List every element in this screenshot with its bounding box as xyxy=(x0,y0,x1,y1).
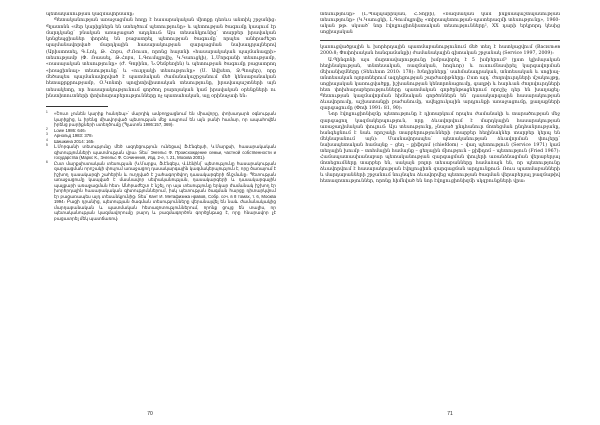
right-page xyxy=(300,0,600,425)
footnote-text: Լ.Մորգանի տեսությունը մեծ ազդեցություն ունեցավ Ֆ.Էնգելսի, Կ.Մարքսի, հասարակական գիտությունների պատմության վրա։ Տես՝ Энгельс Ф. Происхождение семьи, частной собственности и государства (Маркс К., Энгельс Ф. Сочинения, Изд. 2-е, т. 21, Москва 2001)։ xyxy=(54,144,276,161)
footnote-text: «Շուտ չունեն կարիք հանդեպ»՝ մարդիկ ամբողջացնում են միավորը, փոխադարձ օգնության կարիքից, և իրենց միավորված պետության մեջ ապրում են այն բանի համար, որ ապահովեն իրենց բարիքների ստեղծումը (Պլատոն 1986:157, 369)։ xyxy=(54,111,276,128)
left-body-text xyxy=(46,12,276,100)
footnote-number: 1 xyxy=(46,110,48,115)
right-body-paragraph: Ա.Պինգոնի այս մարտավարությունը խմբավորել է 5 խմբերում³ (ըստ կլիմայական հեղինակության, տնտեսական, ռազմական, հոգևոր) և ուսումնասիրել կարգավորման մեխանիզմները (Տեեւեստ 2010: 178)։ Խնդիրները՝ սահմանադրական, տնտեսական և սոցիալ-տնտեսական ոլորտներում ազդեցության շարժառիթները։ Ըստ այդ՝ ժողովուրդների մշակույթը, սոցիալական կառուցվածքը, իշխանության կենտրոնացումը, գաղթի և հարևան ժողովուրդների հետ փոխհարաբերությունները պատմական գործընթացներում որոշիչ դեր են խաղացել։ Պետության կազմավորման հիմնական գործոններն են՝ դասակարգային հասարակության ձևավորումը, աշխատանքի բաժանումը, ավելցուկային արդյունքի առաջացումը, քաղաքների զարգացումը (Փոփ 1991: 81, 90)։ xyxy=(320,57,560,112)
page-number-left: 70 xyxy=(147,411,153,417)
footnote-number: 5 xyxy=(46,143,48,148)
right-body-paragraph: կառուցվածքային և խորհրդային պատմաբանությունում մեծ տեղ է հատկացվում (Васильев 2000:8; Փոփոխական հանգամանքի) ժամանակային գիտական շրջանակ (Service 1997, 2009)։ xyxy=(320,45,560,57)
footnote-number: 4 xyxy=(46,137,48,142)
left-body-paragraph: պետականության կազմավորմանը։ xyxy=(46,12,135,17)
right-top-paragraph: տեսությունը» (Լ.Պալպարինյան, Հ.Տոյբի), «ռազմական կամ ինքնապաշտպանության տեսությունը» (Կ.Կաուցկի, Լ.Գումպլովիչ «տիրապետության-պատերազմի տեսությունը», 1960-ական թթ. սկսած՝ նոր էվոլյուցիոնիստական տեսությունները², XX դարի երկրորդ կեսից սոցիալական xyxy=(320,12,560,36)
section-divider xyxy=(320,40,560,41)
right-body-text xyxy=(320,45,560,185)
footnote-number: 2 xyxy=(46,126,48,131)
footnote-item xyxy=(46,161,276,222)
left-body-paragraph: Պետականության առաջացման հողը է հասարակական միտքը դեռևս անտիկ շրջանից։ Պլատոնն «մեր կարիքներն են ստեղծում պետությունը» և պետության ծագումը կապում էր մարդկանց՝ բնական առաջացած ադդնում։ Այս տեսանկյունից՝ տարբեր իրավական կոնցեպցիաներ փորձել են բացատրել պետության ծագումը՝ որպես անհրաժեշտ պայմանավորված մարդկային հասարակության զարգացման նախադրյալներով (Արիստոտել, Գ.Լոկ, Թ. Հոբս, Ժ.Ռուսո, որոնց հայտնի «հասարակական պայմանագրի» տեսությամբ (Փ. Ռասսել, Թ.Հոբս, Լ.Գումպլովիչ, Կ.Կաուցկի), Լ.Մորգանի տեսությամբ, «ռասայական տեսությունը» (Ժ. Գոբինո, Ն.Չեմբեռլեն) և պետության ծագումը բացատրող «իռացիոնալ» տեսությունը՝ և «ուղղակի տեսությունը» (Ս. Ավխետ, Ջ.Պոպեր), որը մեծապես պայմանավորված է պատմական ժամանակաշրջանում մեծ կենսաբանական հետաքրքրությամբ, Օ.Կոնտի պոզիտիվիստական տեսությունը, իրավապաշտների այն տեսակետը, որ հասարակությունում գործող բարոյական կամ իրավական օրենքների ու ինստիտուտների փոխհարաբերությունները ոչ պատահական, այլ օրինաչափ են։ xyxy=(46,18,276,99)
page-number-right: 71 xyxy=(447,411,453,417)
footnote-number: 6 xyxy=(46,159,48,164)
right-body-paragraph: Նոր էվոլյուցիոնիզմը պետությունը է դիտարկում որպես ժամանակի և տարածության մեջ զարգացող կազմակերպություն, որը ձևավորվում է մարդկային հասարակության առաջադիմական փուլում։ Այս տեսությունը, չնայած ընդհանուր մոտեցման ընդհանրությանը, հանգեցնում է նաև որոշակի տարբերությունների (տարբեր հեղինակներ տարբեր կերպ են մեկնաբանում այն)։ Մասնավորապես՝ պետականության ձևավորման փուլերը՝ նախապետական համայնք – ցեղ – քիֆդոմ (chiefdom) – վաղ պետություն (Service 1971) կամ տեղային խումբ – տոհմային համայնք – ցեղային միություն – քիֆդոմ – պետություն (Fried 1967): Համապատասխանաբար պետականության զարգացման փուլերի առանձնացման վերաբերյալ մոտեցումները տարբեր են, սակայն բոլոր տեսաբանները համաձայն են, որ պետությունը ձևավորվում է հասարակության էվոլյուցիոն զարգացման արդյունքում։ Ռուս պատմաբանների և մարդաբանների շրջանում նույնպես ձևավորվեց պետության ծագման վերաբերյալ բազմաթիվ հետազոտություններ, որոնք հիմնված են նոր էվոլյուցիոնիզմի սկզբունքների վրա։ xyxy=(320,112,560,185)
footnote-text: Шишкина 2014: 165։ xyxy=(54,138,95,144)
footnote-item xyxy=(46,111,276,128)
right-text-column xyxy=(320,12,560,186)
footnote-item xyxy=(46,144,276,161)
right-top-text xyxy=(320,12,560,36)
left-text-column xyxy=(46,12,276,221)
footnote-number: 3 xyxy=(46,132,48,137)
footnote-text: Арнольд 1983: 378։ xyxy=(54,133,93,139)
footnote-text: Lowe 1986: 646։ xyxy=(54,127,87,133)
footnote-separator xyxy=(46,106,108,107)
footnotes-list xyxy=(46,111,276,221)
footnote-text: Ըստ մարքսիստական տեսության (Կ.Մարքս, Ֆ.Էնգելս, Վ.Լենին)՝ պետությունը հասարակության զարգացման որոշակի փուլում առաջացող դասակարգային կազմակերպություն է, որը ծառայում է իշխող դասակարգի շահերին և ուղղված է շահագործվող դասակարգերի ճնշմանը։ Պետության առաջացումը կապված է մասնավոր սեփականության, դասակարգերի և դասակարգային պայքարի առաջացման հետ։ Անհրաժեշտ է նշել, որ այս տեսությունը երկար ժամանակ իշխող էր խորհրդային հասարակական գիտություններում, իսկ պետության ծագման հարցը դիտարկվում էր բացառապես այդ տեսանկյունից։ Տես՝ Кант И. Метафизика нравов, Собр. соч. в 8 томах, т. 6, Москва 1994։ Բացի դրանից, պետության ծագման տեսությունները վերանայվել են նաև ժամանակակից մարդաբանական և պատմական հետազոտություններում, որոնք ցույց են տալիս, որ պետականության կազմավորումը բարդ և բազմագործոն գործընթաց է, որը հնարավոր չէ բացատրել մեկ պատճառով։ xyxy=(54,160,276,221)
